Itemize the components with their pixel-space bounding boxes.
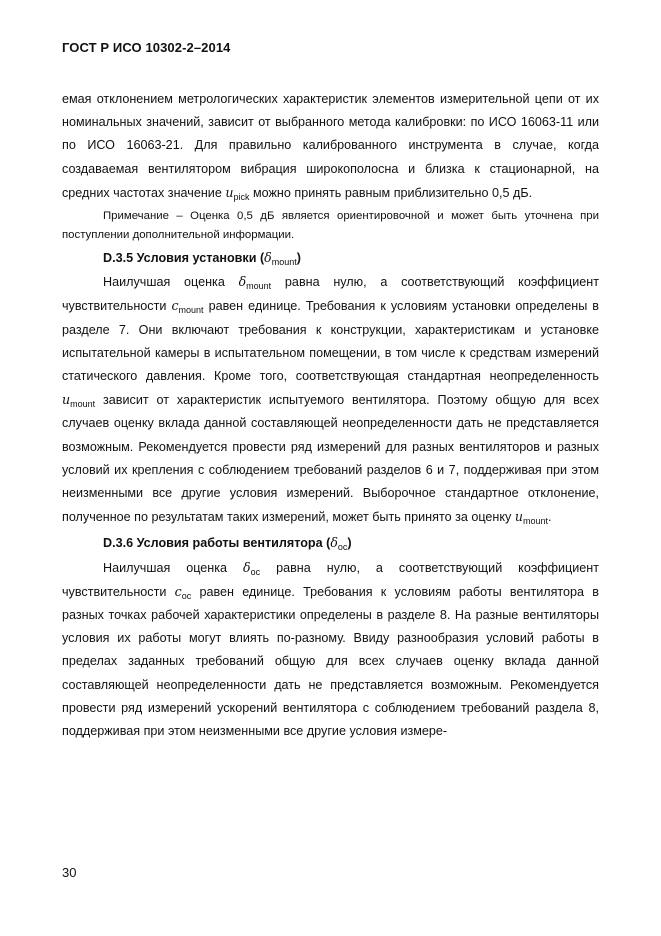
text-run: емая отклонением метрологических характеристик элементов измерительной цепи от их номинальных значений, зависит от выбранного метода калибровки: по ИСО 16063-11 или по ИСО 16063-21. Для правильно калиброванного инструмента в случае, когда создаваемая вентилятором вибрация широкополосна и близка к стационарной, на средних частотах значение	[62, 92, 599, 200]
subscript: mount	[522, 516, 548, 527]
section-title: D.3.5 Условия установки (	[103, 251, 265, 266]
note-paragraph: Примечание – Оценка 0,5 дБ является ориентировочной и может быть уточнена при поступлении дополнительной информации.	[62, 210, 599, 241]
symbol-u: u	[514, 509, 523, 525]
section-heading-d35	[62, 246, 599, 270]
math-symbol	[243, 560, 260, 575]
math-symbol	[238, 274, 272, 292]
text-run: Наилучшая оценка	[103, 275, 239, 290]
symbol-c: c	[174, 583, 182, 599]
text-run: Наилучшая оценка	[103, 560, 244, 575]
subscript: mount	[178, 305, 204, 316]
math-symbol	[171, 298, 204, 316]
text-run: можно принять равным приблизительно 0,5 дБ.	[249, 185, 533, 200]
text-run: равен единице. Требования к условиям работы вентилятора в разных точках рабочей характеристики определены в разделе 8. На разные вентиляторы условия их работы могут влиять по-разному. Ввиду разнообразия условий работы в пределах заданных требований общую для всех случаев оценку вклада данной составляющей неопределенности дать не представляется возможным. Рекомендуется провести ряд измерений ускорений вентилятора с соблюдением требований раздела 8, поддерживая при этом неизменными все другие условия измере-	[62, 584, 599, 739]
subscript: mount	[271, 257, 297, 268]
symbol-delta: δ	[243, 559, 251, 575]
paragraph-operating-conditions	[62, 556, 599, 744]
symbol-c: c	[171, 298, 179, 314]
math-symbol	[225, 185, 249, 200]
section-title-close: )	[296, 251, 301, 266]
subscript: oc	[250, 566, 261, 577]
math-symbol	[62, 392, 96, 410]
document-header: ГОСТ Р ИСО 10302-2–2014	[62, 40, 231, 55]
document-body	[62, 88, 599, 743]
symbol-delta: δ	[238, 274, 247, 290]
math-symbol	[175, 584, 192, 599]
subscript: mount	[246, 281, 272, 292]
math-symbol	[330, 535, 348, 553]
math-symbol	[264, 250, 297, 268]
text-run: равна нулю, а соответствующий коэффициент чувствительности	[62, 560, 600, 599]
symbol-delta: δ	[264, 250, 272, 266]
symbol-u: u	[225, 184, 234, 200]
text-run: равна нулю, а соответствующий коэффициент чувствительности	[62, 275, 599, 314]
paragraph-mounting	[62, 270, 599, 529]
subscript: oc	[337, 542, 348, 553]
text-run: равен единице. Требования к условиям установки определены в разделе 7. Они включают требования к конструкции, характеристикам и установке испытательной камеры в испытательном помещении, в том числе к средствам измерений статического давления. Кроме того, соответствующая стандартная неопределенность	[62, 299, 599, 384]
section-heading-d36	[62, 531, 599, 555]
page-number: 30	[62, 865, 77, 880]
subscript: mount	[70, 399, 96, 410]
paragraph-calibration	[62, 88, 599, 205]
section-title: D.3.6 Условия работы вентилятора (	[103, 536, 331, 551]
symbol-delta: δ	[330, 535, 338, 551]
subscript: pick	[233, 191, 250, 202]
subscript: oc	[181, 590, 192, 601]
text-run: зависит от характеристик испытуемого вентилятора. Поэтому общую для всех случаев оценку вклада данной составляющей неопределенности дать не представляется возможным. Рекомендуется провести ряд измерений для разных вентиляторов и разных условий их крепления с соблюдением требований разделов 6 и 7, поддерживая при этом неизменными все другие условия измерений. Выборочное стандартное отклонение, полученное по результатам таких измерений, может быть принято за оценку	[62, 393, 599, 525]
symbol-u: u	[62, 392, 71, 408]
section-title-close: )	[347, 536, 352, 551]
math-symbol	[514, 509, 548, 527]
text-run: .	[547, 510, 552, 525]
